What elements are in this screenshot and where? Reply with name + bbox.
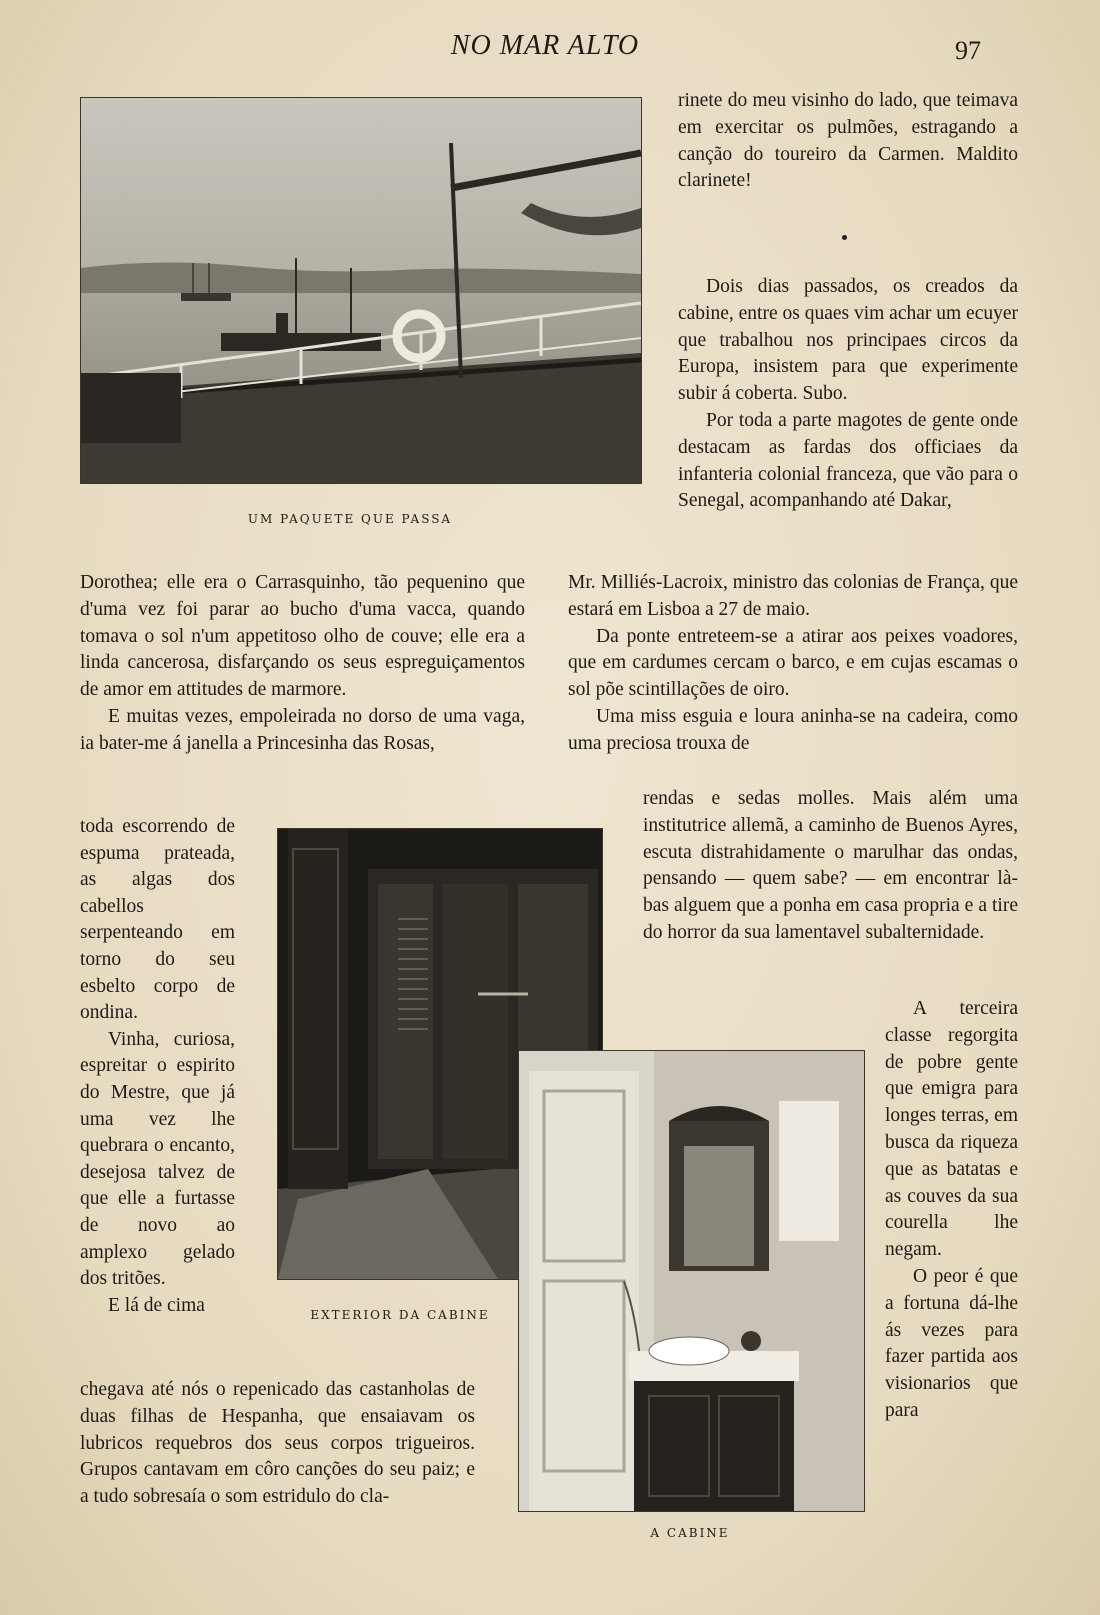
right-narrow-column xyxy=(885,996,1018,1425)
caption-exterior-cabine: EXTERIOR DA CABINE xyxy=(310,1308,490,1322)
left-narrow-column xyxy=(80,814,235,1319)
paragraph-text: rinete do meu visinho do lado, que teimava em exercitar os pulmões, estragando a canção do toureiro da Carmen. Maldito clarinete! xyxy=(678,90,1018,192)
paragraph-text: Por toda a parte magotes de gente onde destacam as fardas dos officiaes da infanteria colonial franceza, que vão para o Senegal, acompanhando até Dakar, xyxy=(678,409,1018,512)
paragraph-text: Mr. Milliés-Lacroix, ministro das colonias de França, que estará em Lisboa a 27 de maio. xyxy=(568,572,1018,620)
right-paragraphs-1-2 xyxy=(678,274,1018,515)
running-title: NO MAR ALTO xyxy=(450,30,640,61)
paragraph-text: E lá de cima xyxy=(108,1294,205,1316)
section-break-ornament xyxy=(842,235,847,240)
caption-paquete: UM PAQUETE QUE PASSA xyxy=(247,512,453,526)
paragraph-text: toda escorrendo de espuma prateada, as algas dos cabellos serpenteando em torno do seu esbelto corpo de ondina. xyxy=(80,816,235,1024)
photo-paquete xyxy=(80,97,642,484)
paragraph-text: Vinha, curiosa, espreitar o espirito do Mestre, que já uma vez lhe quebrara o encanto, desejosa talvez de que elle a furtasse de novo ao amplexo gelado dos tritões. xyxy=(80,1028,235,1290)
page-number: 97 xyxy=(955,36,981,65)
paragraph-text: O peor é que a fortuna dá-lhe ás vezes para fazer partida aos visionarios que para xyxy=(885,1265,1018,1421)
paragraph-text: Dois dias passados, os creados da cabine, entre os quaes vim achar um ecuyer que trabalhou nos principaes circos da Europa, insistem para que experimente subir á coberta. Subo. xyxy=(678,276,1019,405)
cabin-photo-illustration xyxy=(519,1051,864,1511)
ship-photo-illustration xyxy=(81,98,641,483)
photo-cabine xyxy=(518,1050,865,1512)
paragraph-text: Dorothea; elle era o Carrasquinho, tão pequenino que d'uma vez foi parar ao bucho d'uma vacca, quando tomava o sol n'um appetitoso olho de couve; elle era a linda cancerosa, disfarçando os seus espreguiçamentos de amor em attitudes de marmore. xyxy=(80,572,525,701)
paragraph-text: Uma miss esguia e loura aninha-se na cadeira, como uma preciosa trouxa de xyxy=(568,705,1018,754)
left-paragraphs-1-2 xyxy=(80,570,525,758)
paragraph-text: Da ponte entreteem-se a atirar aos peixes voadores, que em cardumes cercam o barco, e em cujas escamas o sol põe scintillações de oiro. xyxy=(568,625,1018,701)
paragraph-text: A terceira classe regorgita de pobre gente que emigra para longes terras, em busca da riqueza que as batatas e as couves da sua courella lhe negam. xyxy=(885,998,1018,1261)
right-paragraphs-wide xyxy=(568,570,1018,758)
left-bottom-paragraph xyxy=(80,1377,475,1511)
paragraph-text: E muitas vezes, empoleirada no dorso de uma vaga, ia bater-me á janella a Princesinha das Rosas, xyxy=(80,705,525,754)
right-medium-column xyxy=(643,786,1018,947)
paragraph-text: rendas e sedas molles. Mais além uma institutrice allemã, a caminho de Buenos Ayres, escuta distrahidamente o marulhar das ondas, pensando — quem sabe? — em encontrar là-bas alguem que a ponha em casa propria e a tire do horror da sua lamentavel subalternidade. xyxy=(643,788,1018,943)
caption-cabine: A CABINE xyxy=(650,1526,730,1540)
paragraph-text: chegava até nós o repenicado das castanholas de duas filhas de Hespanha, que ensaiavam os lubricos requebros dos seus corpos trigueiros. Grupos cantavam em côro canções do seu paiz; e a tudo sobresaía o som estridulo do cla- xyxy=(80,1379,475,1508)
right-paragraph-0 xyxy=(678,88,1018,195)
